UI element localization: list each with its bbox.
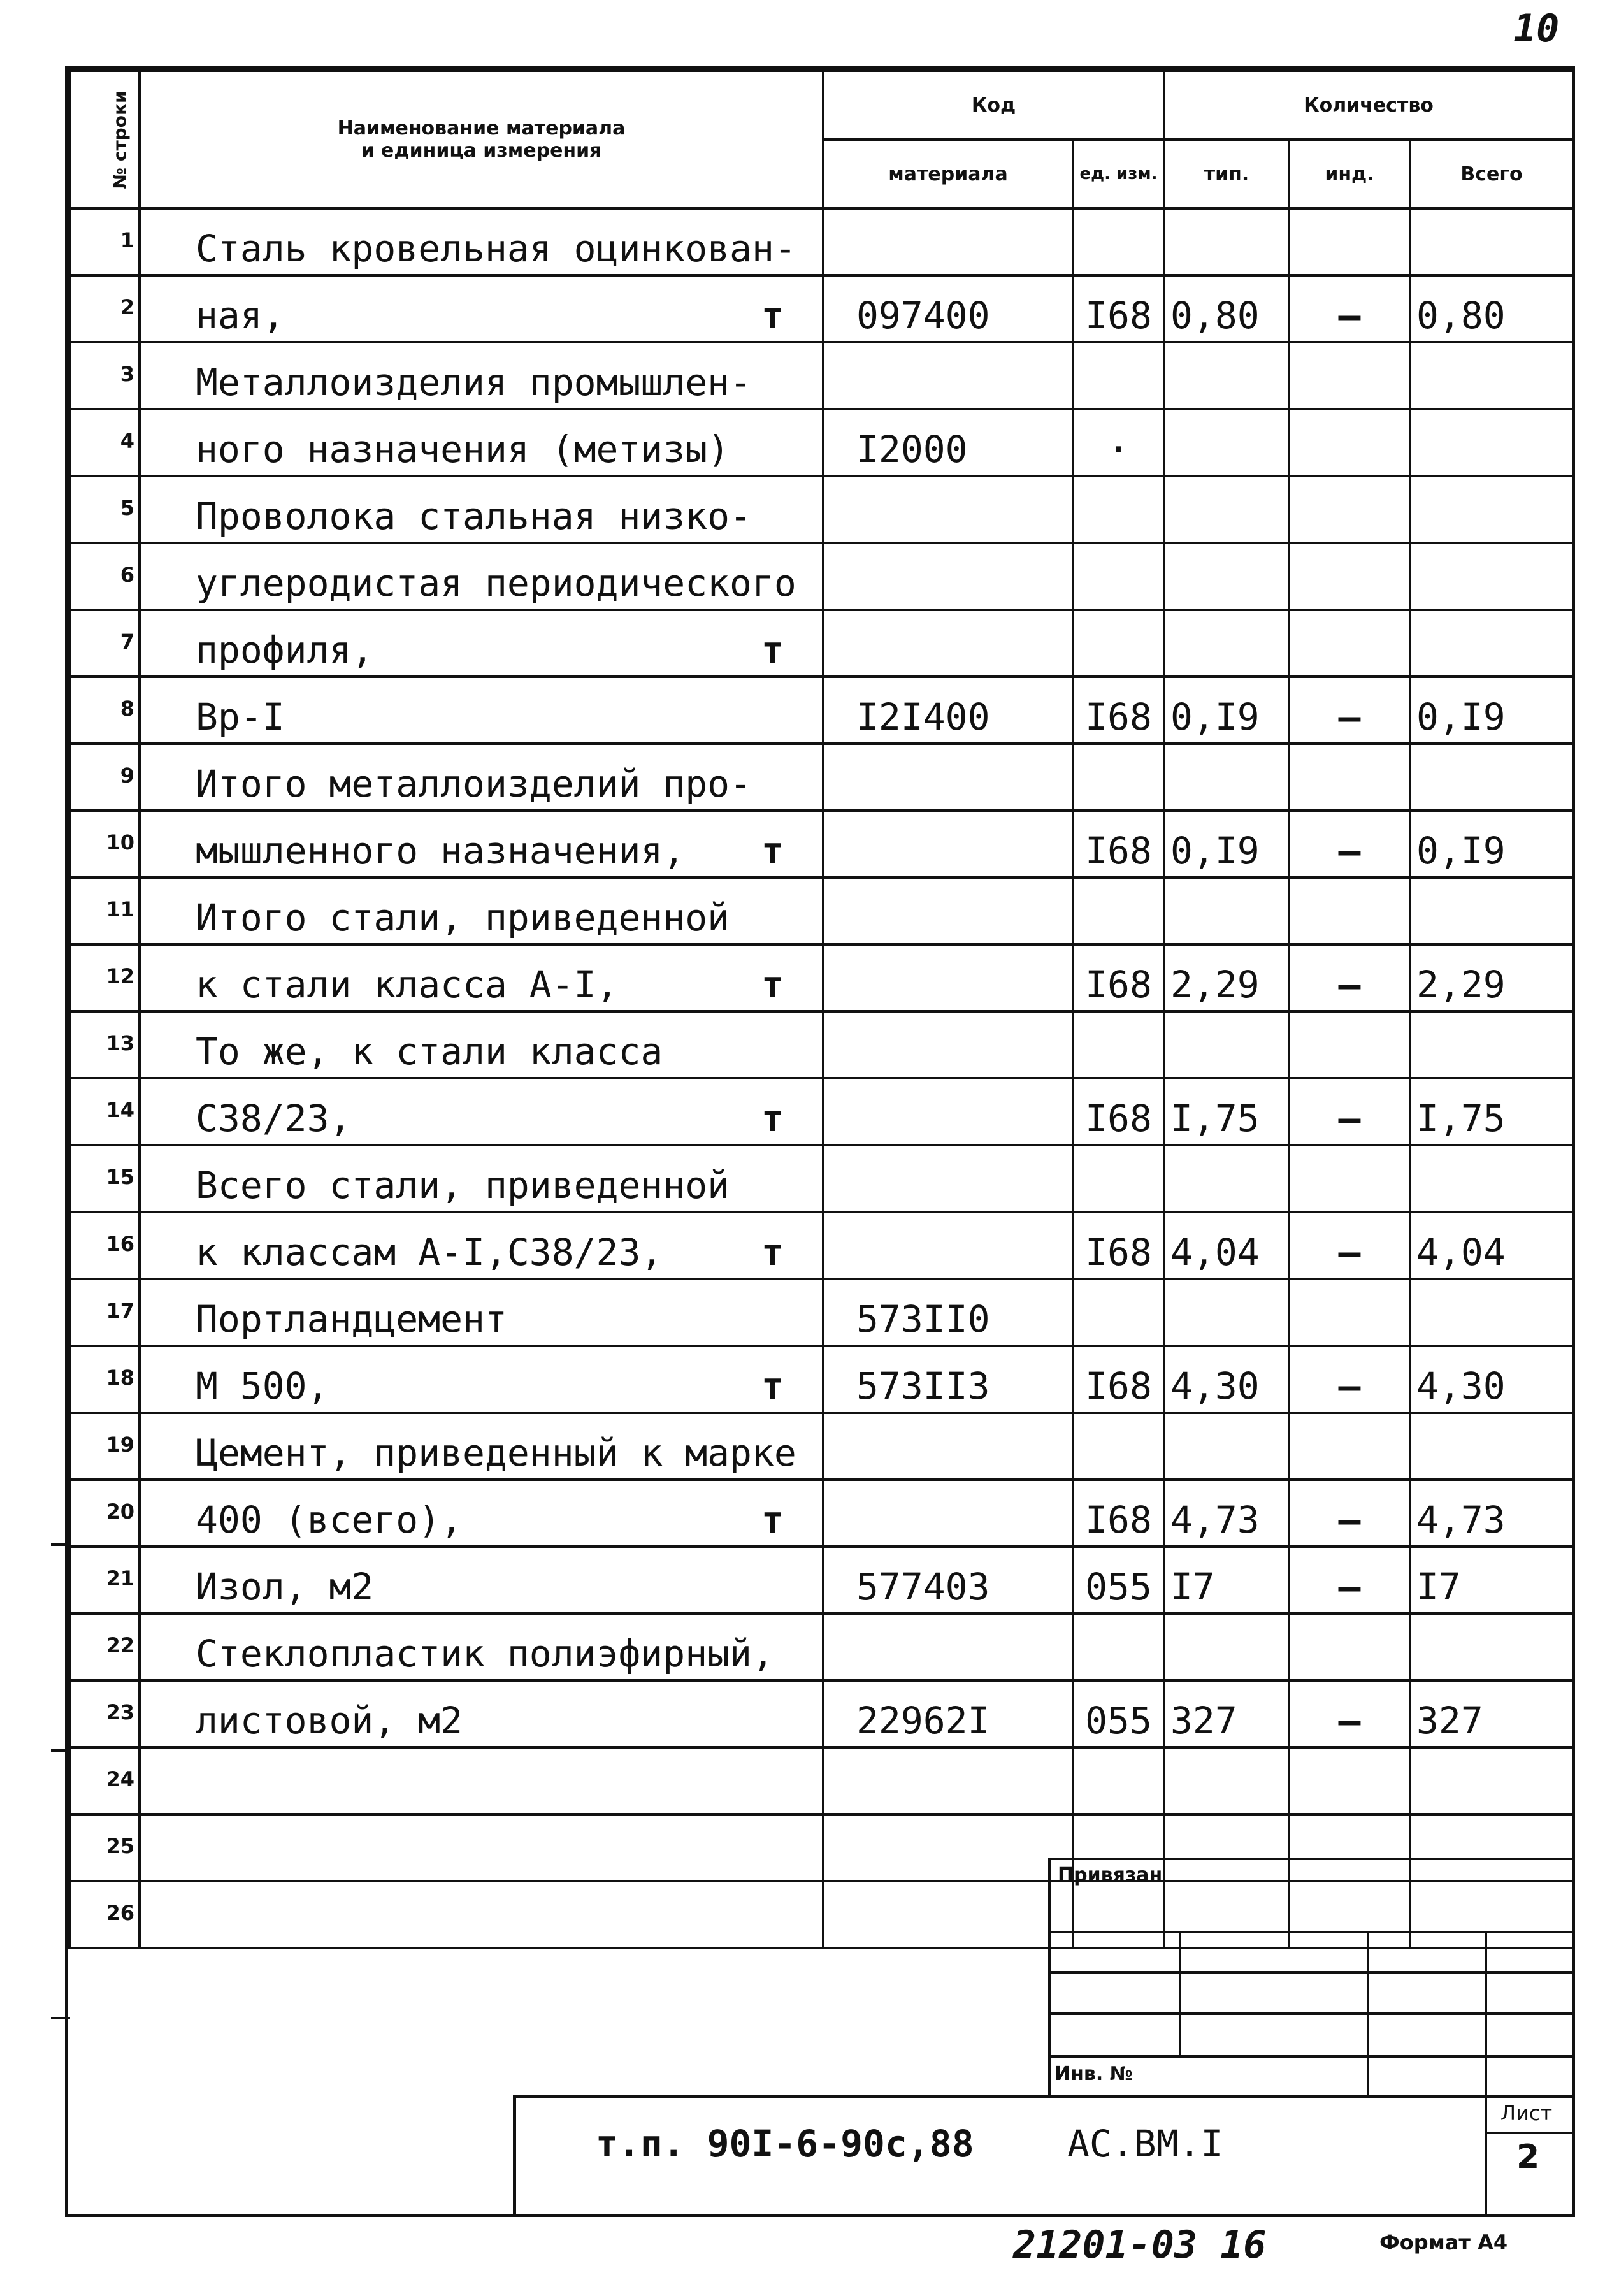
- material-name: Вр-I: [140, 677, 823, 744]
- qty-typ: [1164, 1747, 1289, 1814]
- material-code: [823, 1078, 1073, 1145]
- material-code: I2I400: [823, 677, 1073, 744]
- material-name: Всего стали, приведенной: [140, 1145, 823, 1212]
- qty-total: [1410, 1145, 1573, 1212]
- material-name: С38/23, т: [140, 1078, 823, 1145]
- material-name: ная, т: [140, 275, 823, 342]
- material-code: [823, 744, 1073, 811]
- unit-code: [1073, 543, 1164, 610]
- qty-ind: –: [1289, 677, 1410, 744]
- qty-total: 0,I9: [1410, 677, 1573, 744]
- unit-code: I68: [1073, 811, 1164, 877]
- qty-typ: [1164, 877, 1289, 944]
- row-number: 5: [69, 476, 140, 543]
- qty-ind: [1289, 409, 1410, 476]
- material-name: М 500, т: [140, 1346, 823, 1413]
- table-row: [69, 1145, 1573, 1212]
- table-row: [69, 811, 1573, 877]
- unit-code: [1073, 1747, 1164, 1814]
- unit-mark: т: [761, 628, 784, 672]
- qty-total: [1410, 543, 1573, 610]
- qty-ind: [1289, 1279, 1410, 1346]
- qty-total: 0,I9: [1410, 811, 1573, 877]
- binding-divider: [1485, 1931, 1487, 2095]
- row-number: 1: [69, 208, 140, 275]
- unit-mark: т: [761, 294, 784, 337]
- qty-typ: [1164, 342, 1289, 409]
- qty-ind: [1289, 744, 1410, 811]
- qty-typ: [1164, 1614, 1289, 1680]
- bound-label: Привязан: [1058, 1864, 1163, 1886]
- material-name: Портландцемент: [140, 1279, 823, 1346]
- row-number: 8: [69, 677, 140, 744]
- row-number: 12: [69, 944, 140, 1011]
- material-name: Итого стали, приведенной: [140, 877, 823, 944]
- material-code: 22962I: [823, 1680, 1073, 1747]
- row-number: 15: [69, 1145, 140, 1212]
- material-name: 400 (всего), т: [140, 1480, 823, 1547]
- table-row: [69, 1078, 1573, 1145]
- material-name: Металлоизделия промышлен-: [140, 342, 823, 409]
- qty-total: 2,29: [1410, 944, 1573, 1011]
- material-code: [823, 811, 1073, 877]
- qty-total: 0,80: [1410, 275, 1573, 342]
- qty-typ: 327: [1164, 1680, 1289, 1747]
- qty-ind: [1289, 1614, 1410, 1680]
- qty-total: 4,73: [1410, 1480, 1573, 1547]
- qty-ind: –: [1289, 944, 1410, 1011]
- row-number: 16: [69, 1212, 140, 1279]
- table-row: [69, 543, 1573, 610]
- qty-ind-header: инд.: [1289, 140, 1410, 208]
- binding-divider: [1179, 1931, 1181, 2055]
- qty-total: [1410, 409, 1573, 476]
- binding-line: [1048, 1971, 1575, 1974]
- qty-typ: [1164, 1011, 1289, 1078]
- material-name: Цемент, приведенный к марке: [140, 1413, 823, 1480]
- row-number: 2: [69, 275, 140, 342]
- unit-code: I68: [1073, 677, 1164, 744]
- material-name: мышленного назначения, т: [140, 811, 823, 877]
- qty-typ: [1164, 1145, 1289, 1212]
- material-code: [823, 1747, 1073, 1814]
- material-code: [823, 208, 1073, 275]
- table-row: [69, 877, 1573, 944]
- unit-code: 055: [1073, 1547, 1164, 1614]
- qty-ind: [1289, 342, 1410, 409]
- table-row: [69, 744, 1573, 811]
- unit-code: [1073, 1145, 1164, 1212]
- unit-code: [1073, 476, 1164, 543]
- unit-code: [1073, 1011, 1164, 1078]
- qty-total: [1410, 208, 1573, 275]
- material-name: ного назначения (метизы): [140, 409, 823, 476]
- material-code: [823, 1881, 1073, 1948]
- table-row: [69, 409, 1573, 476]
- inventory-number-label: Инв. №: [1054, 2063, 1133, 2085]
- material-code: [823, 342, 1073, 409]
- margin-tick: [51, 1749, 70, 1752]
- row-number: 9: [69, 744, 140, 811]
- table-row: [69, 610, 1573, 677]
- material-name: листовой, м2: [140, 1680, 823, 1747]
- row-number: 18: [69, 1346, 140, 1413]
- material-code: 573II3: [823, 1346, 1073, 1413]
- qty-total: [1410, 1011, 1573, 1078]
- material-name: к стали класса А-I, т: [140, 944, 823, 1011]
- table-row: [69, 944, 1573, 1011]
- row-number: 7: [69, 610, 140, 677]
- qty-total: [1410, 342, 1573, 409]
- material-code: [823, 944, 1073, 1011]
- qty-ind: –: [1289, 275, 1410, 342]
- row-number: 10: [69, 811, 140, 877]
- qty-ind: [1289, 877, 1410, 944]
- qty-ind: [1289, 208, 1410, 275]
- material-code: 097400: [823, 275, 1073, 342]
- qty-ind: [1289, 476, 1410, 543]
- unit-code: ·: [1073, 409, 1164, 476]
- qty-ind: –: [1289, 1346, 1410, 1413]
- table-row: [69, 1011, 1573, 1078]
- unit-mark: т: [761, 1364, 784, 1408]
- binding-line: [1048, 2012, 1575, 2015]
- unit-code: [1073, 1279, 1164, 1346]
- table-row: [69, 677, 1573, 744]
- materials-table: [68, 69, 1574, 1949]
- material-name: [140, 1814, 823, 1881]
- corner-page-mark: 10: [1513, 6, 1560, 51]
- material-code: [823, 1480, 1073, 1547]
- quantity-group-header: Количество: [1164, 71, 1573, 140]
- material-name: Изол, м2: [140, 1547, 823, 1614]
- qty-typ: [1164, 744, 1289, 811]
- archive-number: 21201-03 16: [1013, 2223, 1267, 2267]
- qty-ind: –: [1289, 1547, 1410, 1614]
- qty-total-header: Всего: [1410, 140, 1573, 208]
- qty-total: [1410, 1279, 1573, 1346]
- table-row: [69, 342, 1573, 409]
- row-number: 11: [69, 877, 140, 944]
- binding-block: [1048, 1858, 1575, 2097]
- qty-total: [1410, 1614, 1573, 1680]
- row-number: 17: [69, 1279, 140, 1346]
- qty-typ: 4,73: [1164, 1480, 1289, 1547]
- qty-ind: [1289, 1413, 1410, 1480]
- code-material-header: материала: [823, 140, 1073, 208]
- qty-total: [1410, 877, 1573, 944]
- unit-code: I68: [1073, 1480, 1164, 1547]
- name-header: Наименование материала и единица измерения: [140, 71, 823, 208]
- table-row: [69, 1346, 1573, 1413]
- row-number: 14: [69, 1078, 140, 1145]
- qty-total: [1410, 1747, 1573, 1814]
- sheet-number: 2: [1516, 2138, 1540, 2176]
- unit-mark: т: [761, 1097, 784, 1140]
- material-code: [823, 610, 1073, 677]
- qty-ind: –: [1289, 1480, 1410, 1547]
- qty-typ: [1164, 610, 1289, 677]
- qty-total: [1410, 610, 1573, 677]
- table-row: [69, 1212, 1573, 1279]
- qty-total: [1410, 476, 1573, 543]
- unit-mark: т: [761, 1498, 784, 1541]
- qty-ind: –: [1289, 1212, 1410, 1279]
- sheet-divider: [1485, 2095, 1487, 2217]
- unit-code: I68: [1073, 275, 1164, 342]
- unit-code: 055: [1073, 1680, 1164, 1747]
- row-number: 4: [69, 409, 140, 476]
- table-row: [69, 1547, 1573, 1614]
- unit-code: [1073, 744, 1164, 811]
- material-name: Стеклопластик полиэфирный,: [140, 1614, 823, 1680]
- material-name: [140, 1881, 823, 1948]
- qty-typ: I,75: [1164, 1078, 1289, 1145]
- code-group-header: Код: [823, 71, 1164, 140]
- qty-total: [1410, 744, 1573, 811]
- material-name: Проволока стальная низко-: [140, 476, 823, 543]
- qty-ind: [1289, 1747, 1410, 1814]
- binding-line: [1048, 1931, 1575, 1933]
- qty-typ: [1164, 476, 1289, 543]
- unit-code: [1073, 877, 1164, 944]
- header-row-top: [69, 71, 1573, 140]
- qty-total: [1410, 1413, 1573, 1480]
- material-code: [823, 1413, 1073, 1480]
- material-code: [823, 476, 1073, 543]
- material-code: [823, 1614, 1073, 1680]
- binding-line: [1048, 2055, 1575, 2058]
- material-name: Итого металлоизделий про-: [140, 744, 823, 811]
- row-number: 24: [69, 1747, 140, 1814]
- qty-total: 327: [1410, 1680, 1573, 1747]
- material-code: [823, 1212, 1073, 1279]
- unit-code: [1073, 208, 1164, 275]
- binding-divider: [1367, 1931, 1369, 2095]
- row-number: 19: [69, 1413, 140, 1480]
- material-name: То же, к стали класса: [140, 1011, 823, 1078]
- unit-code: [1073, 1413, 1164, 1480]
- margin-tick: [51, 1543, 70, 1546]
- qty-typ: [1164, 409, 1289, 476]
- sheet-label-line: [1485, 2132, 1575, 2134]
- material-code: [823, 1814, 1073, 1881]
- table-row: [69, 1614, 1573, 1680]
- qty-total: 4,30: [1410, 1346, 1573, 1413]
- table-row: [69, 476, 1573, 543]
- material-name: профиля, т: [140, 610, 823, 677]
- table-row: [69, 1480, 1573, 1547]
- table-row: [69, 208, 1573, 275]
- qty-typ: [1164, 208, 1289, 275]
- row-number: 22: [69, 1614, 140, 1680]
- unit-code: [1073, 1614, 1164, 1680]
- table-row: [69, 1279, 1573, 1346]
- margin-tick: [51, 2017, 70, 2019]
- unit-code: I68: [1073, 1078, 1164, 1145]
- row-number: 20: [69, 1480, 140, 1547]
- material-code: 573II0: [823, 1279, 1073, 1346]
- qty-ind: –: [1289, 811, 1410, 877]
- material-code: [823, 1145, 1073, 1212]
- row-number: 13: [69, 1011, 140, 1078]
- qty-total: I,75: [1410, 1078, 1573, 1145]
- qty-typ: 0,I9: [1164, 811, 1289, 877]
- material-name: Сталь кровельная оцинкован-: [140, 208, 823, 275]
- qty-typ: [1164, 543, 1289, 610]
- material-code: 577403: [823, 1547, 1073, 1614]
- material-name: углеродистая периодического: [140, 543, 823, 610]
- page-format: Формат А4: [1379, 2230, 1508, 2255]
- qty-typ: 4,30: [1164, 1346, 1289, 1413]
- qty-ind: [1289, 1011, 1410, 1078]
- row-number: 23: [69, 1680, 140, 1747]
- unit-code: [1073, 342, 1164, 409]
- table-row: [69, 1747, 1573, 1814]
- material-code: [823, 1011, 1073, 1078]
- qty-typ: [1164, 1279, 1289, 1346]
- material-code: I2000: [823, 409, 1073, 476]
- qty-total: 4,04: [1410, 1212, 1573, 1279]
- unit-mark: т: [761, 1231, 784, 1274]
- document-code: т.п. 90I-6-90с,88: [596, 2122, 974, 2165]
- sheet-label: Лист: [1500, 2101, 1553, 2125]
- unit-code: I68: [1073, 1346, 1164, 1413]
- qty-ind: [1289, 543, 1410, 610]
- unit-mark: т: [761, 963, 784, 1006]
- qty-typ: 4,04: [1164, 1212, 1289, 1279]
- row-number: 25: [69, 1814, 140, 1881]
- row-number: 26: [69, 1881, 140, 1948]
- qty-ind: –: [1289, 1078, 1410, 1145]
- row-number: 3: [69, 342, 140, 409]
- qty-typ: [1164, 1413, 1289, 1480]
- table-row: [69, 275, 1573, 342]
- qty-ind: [1289, 1145, 1410, 1212]
- code-unit-header: ед. изм.: [1073, 140, 1164, 208]
- qty-typ: 0,80: [1164, 275, 1289, 342]
- qty-typ: I7: [1164, 1547, 1289, 1614]
- unit-code: I68: [1073, 944, 1164, 1011]
- row-number: 21: [69, 1547, 140, 1614]
- material-name: к классам А-I,С38/23, т: [140, 1212, 823, 1279]
- unit-code: [1073, 610, 1164, 677]
- qty-typ: 0,I9: [1164, 677, 1289, 744]
- unit-mark: т: [761, 829, 784, 872]
- table-row: [69, 1413, 1573, 1480]
- unit-code: I68: [1073, 1212, 1164, 1279]
- qty-ind: [1289, 610, 1410, 677]
- material-code: [823, 877, 1073, 944]
- material-name: [140, 1747, 823, 1814]
- qty-typ: 2,29: [1164, 944, 1289, 1011]
- qty-ind: –: [1289, 1680, 1410, 1747]
- document-mark: АС.ВМ.I: [1067, 2122, 1223, 2165]
- table-row: [69, 1680, 1573, 1747]
- row-number: 6: [69, 543, 140, 610]
- qty-total: I7: [1410, 1547, 1573, 1614]
- row-number-header: № строки: [69, 71, 140, 208]
- qty-typ-header: тип.: [1164, 140, 1289, 208]
- material-code: [823, 543, 1073, 610]
